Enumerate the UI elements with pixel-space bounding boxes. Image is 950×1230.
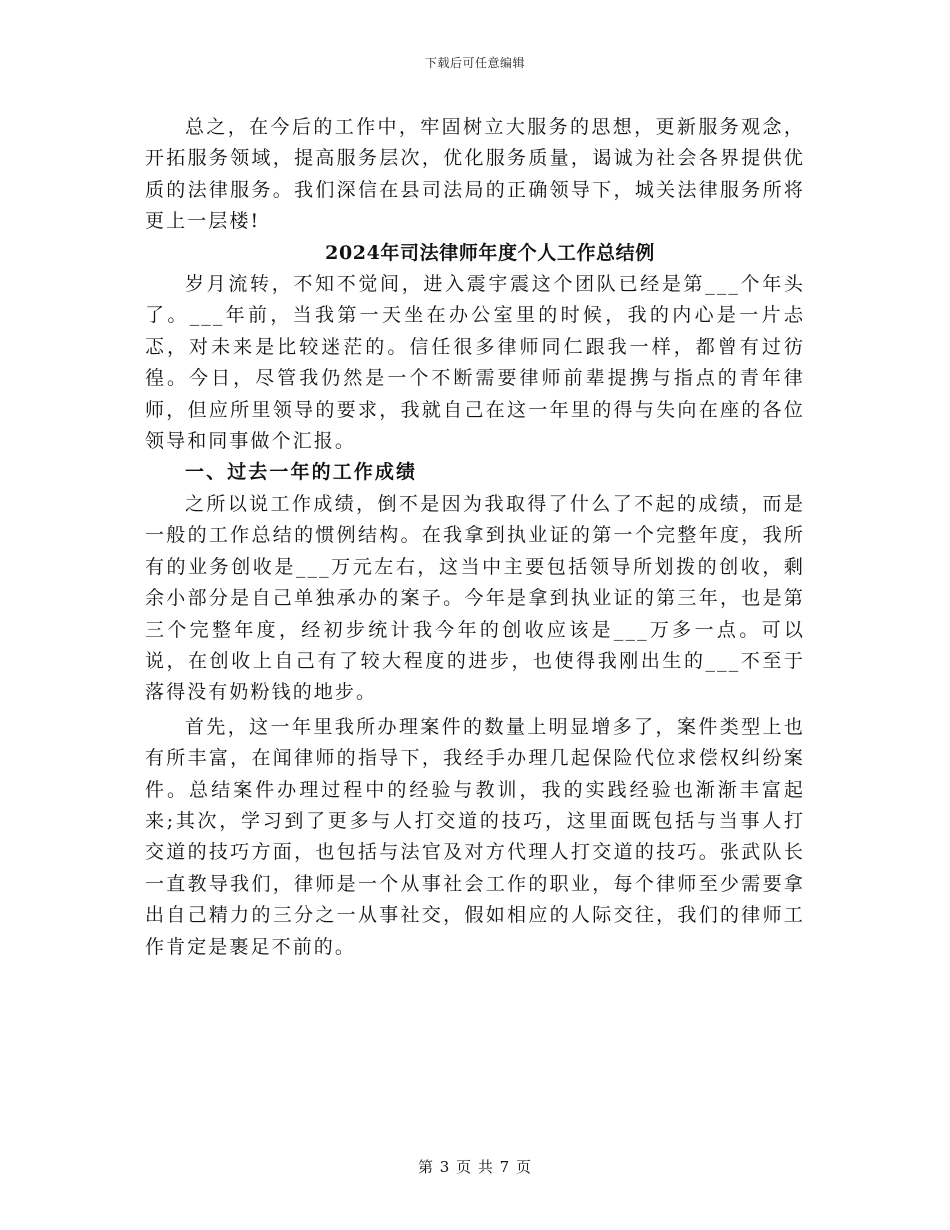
document-body [145,112,805,963]
header-note: 下载后可任意编辑 [424,56,525,70]
achievement-paragraph: 之所以说工作成绩，倒不是因为我取得了什么了不起的成绩，而是一般的工作总结的惯例结构。在我拿到执业证的第一个完整年度，我所有的业务创收是___万元左右，这当中主要包括领导所划拨的创收，剩余小部分是自己单独承办的案子。今年是拿到执业证的第三年，也是第三个完整年度，经初步统计我今年的创收应该是___万多一点。可以说，在创收上自己有了较大程度的进步，也使得我刚出生的___不至于落得没有奶粉钱的地步。 [145,492,805,704]
opening-paragraph: 岁月流转，不知不觉间，进入震宇震这个团队已经是第___个年头了。___年前，当我第一天坐在办公室里的时候，我的内心是一片忐忑，对未来是比较迷茫的。信任很多律师同仁跟我一样，都曾有过彷徨。今日，尽管我仍然是一个不断需要律师前辈提携与指点的青年律师，但应所里领导的要求，我就自己在这一年里的得与失向在座的各位领导和同事做个汇报。 [145,273,805,453]
page-number: 第 3 页 共 7 页 [418,1158,532,1176]
intro-paragraph: 总之，在今后的工作中，牢固树立大服务的思想，更新服务观念，开拓服务领域，提高服务层次，优化服务质量，谒诚为社会各界提供优质的法律服务。我们深信在县司法局的正确领导下，城关法律服务所将更上一层楼! [145,116,805,233]
document-title: 2024年司法律师年度个人工作总结例 [325,241,655,264]
experience-paragraph: 首先，这一年里我所办理案件的数量上明显增多了，案件类型上也有所丰富，在闻律师的指导下，我经手办理几起保险代位求偿权纠纷案件。总结案件办理过程中的经验与教训，我的实践经验也渐渐丰富起来;其次，学习到了更多与人打交道的技巧，这里面既包括与当事人打交道的技巧方面，也包括与法官及对方代理人打交道的技巧。张武队长一直教导我们，律师是一个从事社会工作的职业，每个律师至少需要拿出自己精力的三分之一从事社交，假如相应的人际交往，我们的律师工作肯定是裹足不前的。 [145,715,805,958]
section-heading: 一、过去一年的工作成绩 [185,461,418,484]
